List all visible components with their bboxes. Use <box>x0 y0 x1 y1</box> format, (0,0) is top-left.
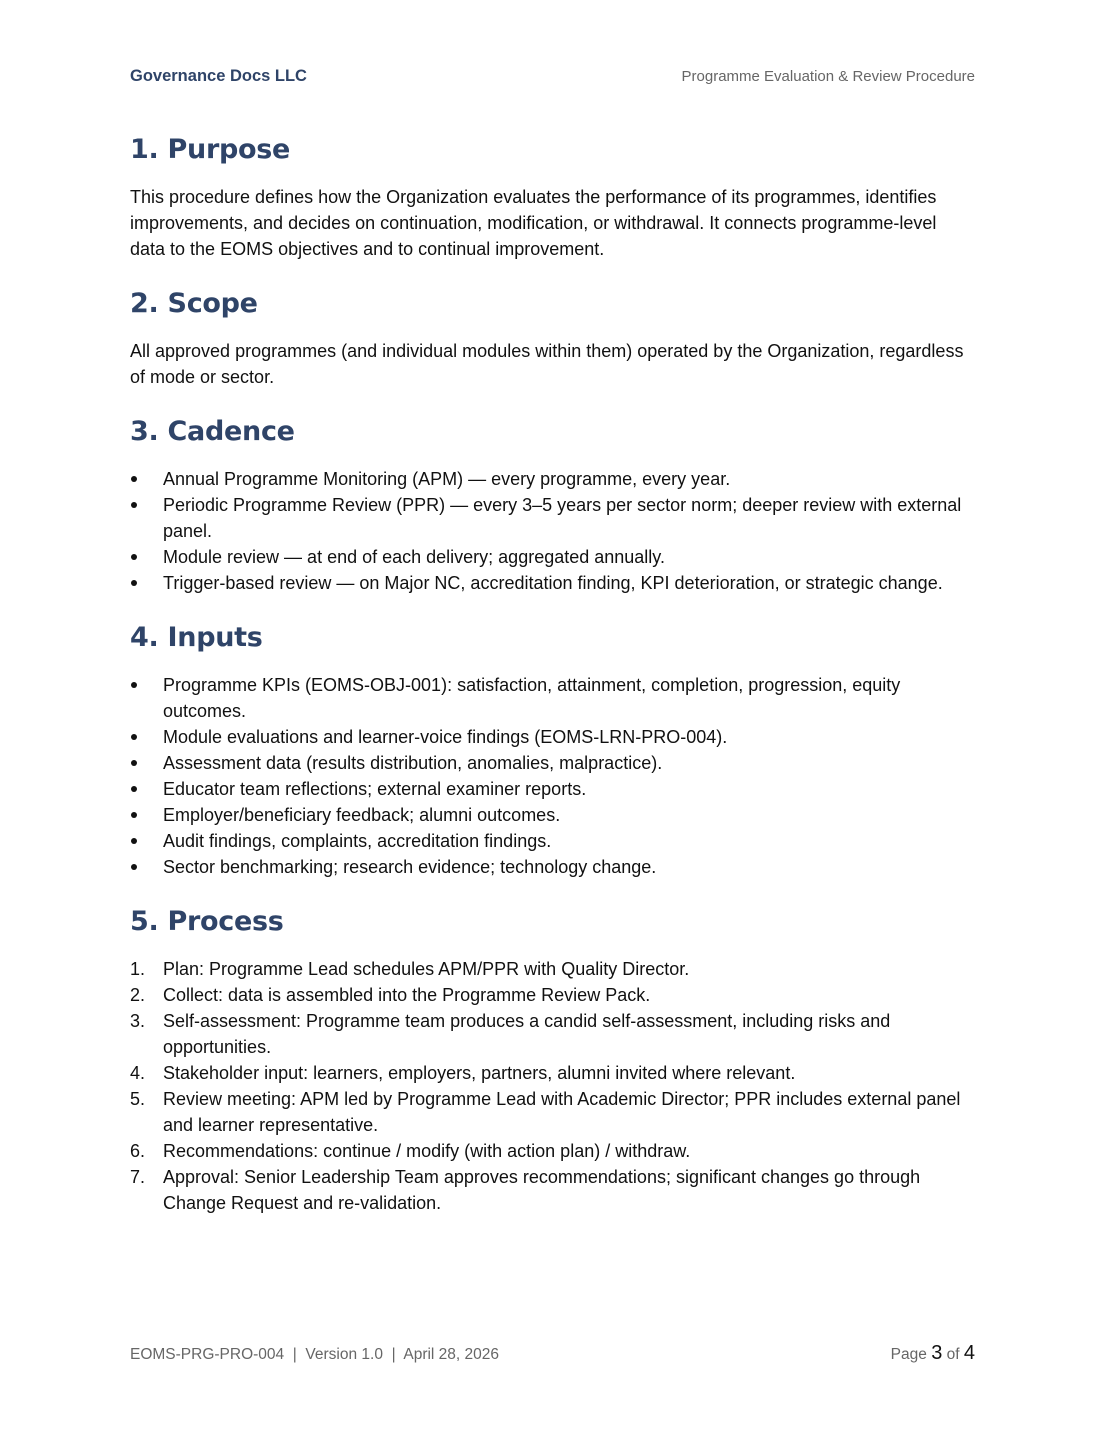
list-text: Approval: Senior Leadership Team approves recommendations; significant changes go through Change Request and re-validation. <box>163 1167 921 1213</box>
list-item: Trigger-based review — on Major NC, accreditation finding, KPI deterioration, or strategic change. <box>130 570 975 596</box>
numbered-list <box>130 956 975 1216</box>
list-item: Audit findings, complaints, accreditation findings. <box>130 828 975 854</box>
list-item: Sector benchmarking; research evidence; technology change. <box>130 854 975 880</box>
list-number: 7. <box>130 1167 146 1187</box>
list-number: 3. <box>130 1011 146 1031</box>
page-indicator <box>891 1342 975 1365</box>
section-heading: 3. Cadence <box>130 416 295 447</box>
document-body <box>130 130 975 1238</box>
bullet-list <box>130 672 975 880</box>
list-text: Stakeholder input: learners, employers, partners, alumni invited where relevant. <box>163 1063 796 1083</box>
list-item: Annual Programme Monitoring (APM) — every programme, every year. <box>130 466 975 492</box>
list-item <box>130 1164 975 1216</box>
section-inputs <box>130 618 975 880</box>
page-current: 3 <box>931 1342 943 1364</box>
list-item: Assessment data (results distribution, anomalies, malpractice). <box>130 750 975 776</box>
list-text: Self-assessment: Programme team produces a candid self-assessment, including risks and opportunities. <box>163 1011 891 1057</box>
list-number: 5. <box>130 1089 146 1109</box>
page-total: 4 <box>963 1342 975 1364</box>
list-item: Educator team reflections; external examiner reports. <box>130 776 975 802</box>
list-item <box>130 982 975 1008</box>
list-text: Collect: data is assembled into the Programme Review Pack. <box>163 985 651 1005</box>
list-number: 1. <box>130 959 146 979</box>
section-heading: 4. Inputs <box>130 622 263 653</box>
section-purpose <box>130 130 975 262</box>
list-item <box>130 956 975 982</box>
list-text: Recommendations: continue / modify (with action plan) / withdraw. <box>163 1141 691 1161</box>
list-number: 2. <box>130 985 146 1005</box>
section-heading: 2. Scope <box>130 288 258 319</box>
list-text: Plan: Programme Lead schedules APM/PPR with Quality Director. <box>163 959 690 979</box>
section-cadence <box>130 412 975 596</box>
list-item: Employer/beneficiary feedback; alumni outcomes. <box>130 802 975 828</box>
list-item: Module review — at end of each delivery; aggregated annually. <box>130 544 975 570</box>
list-item <box>130 1008 975 1060</box>
list-item <box>130 1060 975 1086</box>
company-name: Governance Docs LLC <box>130 66 307 85</box>
section-paragraph: This procedure defines how the Organization evaluates the performance of its programmes, identifies improvements, and decides on continuation, modification, or withdrawal. It connects programme-level data to the EOMS objectives and to continual improvement. <box>130 187 937 259</box>
list-number: 6. <box>130 1141 146 1161</box>
list-item: Programme KPIs (EOMS-OBJ-001): satisfaction, attainment, completion, progression, equity outcomes. <box>130 672 975 724</box>
list-item: Periodic Programme Review (PPR) — every 3–5 years per sector norm; deeper review with external panel. <box>130 492 975 544</box>
section-heading: 1. Purpose <box>130 134 291 165</box>
list-item <box>130 1086 975 1138</box>
section-scope <box>130 284 975 390</box>
section-process <box>130 902 975 1216</box>
section-paragraph: All approved programmes (and individual modules within them) operated by the Organization, regardless of mode or sector. <box>130 341 964 387</box>
bullet-list <box>130 466 975 596</box>
page-header <box>130 64 975 88</box>
list-item <box>130 1138 975 1164</box>
list-text: Review meeting: APM led by Programme Lead with Academic Director; PPR includes external panel and learner representative. <box>163 1089 961 1135</box>
list-number: 4. <box>130 1063 146 1083</box>
document-info: EOMS-PRG-PRO-004 | Version 1.0 | April 28, 2026 <box>130 1346 500 1363</box>
section-heading: 5. Process <box>130 906 284 937</box>
list-item: Module evaluations and learner-voice findings (EOMS-LRN-PRO-004). <box>130 724 975 750</box>
page-footer <box>130 1342 975 1368</box>
document-title: Programme Evaluation & Review Procedure <box>681 67 975 85</box>
page-of-label: of <box>946 1346 960 1363</box>
page-label: Page <box>890 1346 927 1363</box>
